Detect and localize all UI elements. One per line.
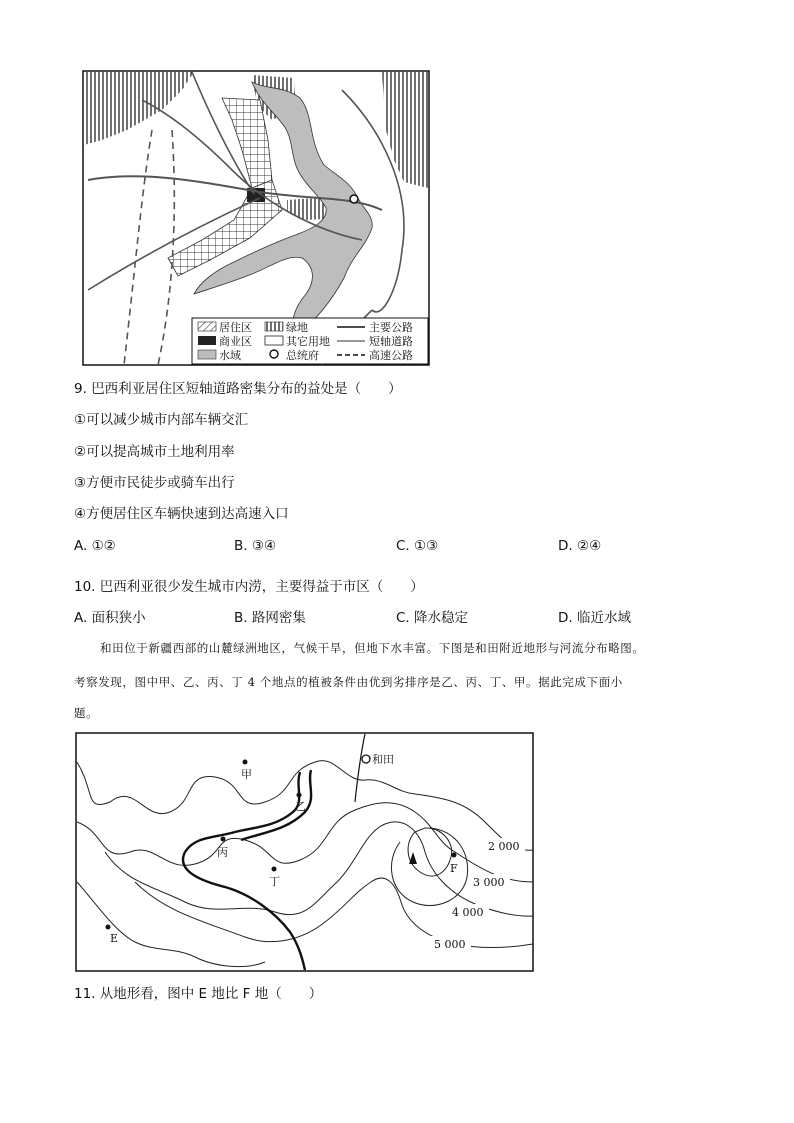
q9-statement-3: ③方便市民徒步或骑车出行 [74, 475, 235, 491]
legend-other-land: 其它用地 [286, 335, 330, 348]
q10-option-c: C. 降水稳定 [396, 610, 469, 626]
legend-commercial: 商业区 [219, 335, 252, 348]
intro-line-2: 考察发现，图中甲、乙、丙、丁 4 个地点的植被条件由优到劣排序是乙、丙、丁、甲。据此完成下面小 [74, 675, 623, 689]
point-jia [243, 760, 248, 765]
q10-option-a: A. 面积狭小 [74, 610, 146, 626]
q9-option-b: B. ③④ [234, 538, 277, 554]
label-hetian: 和田 [372, 753, 394, 766]
label-bing: 丙 [217, 846, 228, 859]
legend-presidential-palace: 总统府 [286, 349, 319, 362]
q9-statement-1: ①可以减少城市内部车辆交汇 [74, 412, 249, 428]
legend-short-axis-road: 短轴道路 [369, 335, 413, 348]
map1-legend [192, 318, 428, 364]
q10-option-d: D. 临近水域 [558, 610, 631, 626]
q11-stem: 11. 从地形看，图中 E 地比 F 地（ ） [74, 986, 323, 1002]
q10-option-b: B. 路网密集 [234, 610, 306, 626]
presidential-palace-marker [350, 195, 358, 203]
contour-label-5000: 5 000 [434, 938, 466, 951]
label-e: E [110, 932, 119, 945]
legend-water: 水域 [219, 349, 241, 362]
label-ding: 丁 [269, 875, 280, 888]
legend-highway: 高速公路 [369, 349, 413, 362]
legend-residential: 居住区 [219, 321, 252, 334]
q9-option-a: A. ①② [74, 538, 116, 554]
label-yi: 乙 [295, 800, 306, 813]
q9-statement-2: ②可以提高城市土地利用率 [74, 444, 235, 460]
intro-line-1: 和田位于新疆西部的山麓绿洲地区，气候干旱，但地下水丰富。下图是和田附近地形与河流分布略图。 [100, 641, 645, 655]
q9-option-d: D. ②④ [558, 538, 602, 554]
hetian-terrain-map [75, 732, 534, 972]
label-f: F [450, 862, 458, 875]
hetian-city-marker [362, 755, 370, 763]
q10-stem: 10. 巴西利亚很少发生城市内涝，主要得益于市区（ ） [74, 579, 424, 595]
label-jia: 甲 [241, 768, 252, 781]
q9-statement-4: ④方便居住区车辆快速到达高速入口 [74, 506, 289, 522]
point-yi [297, 793, 302, 798]
intro-line-3: 题。 [74, 706, 99, 720]
q9-stem: 9. 巴西利亚居住区短轴道路密集分布的益处是（ ） [74, 381, 402, 397]
brasilia-city-map [82, 70, 430, 366]
q9-option-c: C. ①③ [396, 538, 439, 554]
point-f [452, 853, 457, 858]
point-bing [221, 837, 226, 842]
legend-main-road: 主要公路 [369, 321, 413, 334]
point-e [106, 925, 111, 930]
legend-greenland: 绿地 [286, 321, 308, 334]
contour-label-3000: 3 000 [473, 876, 505, 889]
contour-label-2000: 2 000 [488, 840, 520, 853]
point-ding [272, 867, 277, 872]
contour-label-4000: 4 000 [452, 906, 484, 919]
